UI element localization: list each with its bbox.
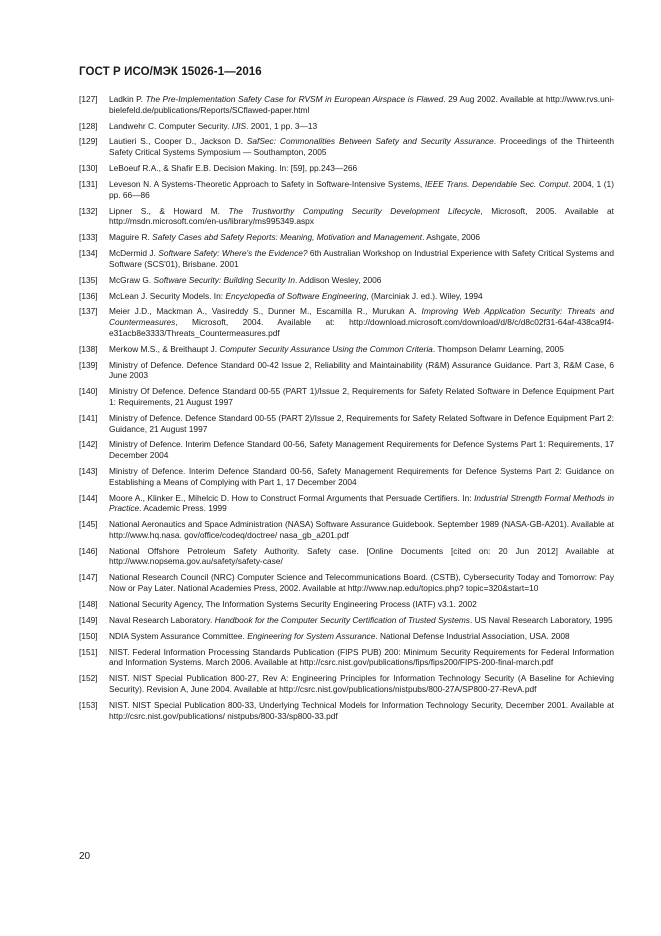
reference-number: [152] [79,673,98,684]
reference-text [109,647,614,668]
reference-number: [143] [79,465,98,476]
reference-title: Engineering for System Assurance [247,630,376,641]
reference-number: [145] [79,519,98,530]
reference-number: [144] [79,492,98,503]
reference-item [79,700,614,721]
reference-text [109,275,614,286]
reference-item [79,121,614,132]
reference-number: [138] [79,343,98,354]
reference-text [109,248,614,269]
reference-fragment: Maguire R. [109,232,153,243]
reference-item [79,546,614,567]
reference-text [109,344,614,355]
reference-title: Software Safety: Where's the Evidence? [158,248,308,259]
reference-item [79,572,614,593]
reference-item [79,386,614,407]
reference-title: IEEE Trans. Dependable Sec. Comput [424,178,569,189]
reference-number: [149] [79,614,98,625]
reference-fragment: . Thompson Delamr Learning, 2005 [432,343,564,354]
reference-number: [139] [79,359,98,370]
reference-fragment: Ministry of Defence. Interim Defence Standard 00-56, Safety Management Requirements for Defence Systems Part 2: Guidance on Establishing a Means of Complying with Part 1, 17 December 2004 [109,465,614,487]
reference-text [109,206,614,227]
reference-fragment: McDermid J. [109,248,159,259]
reference-fragment: National Aeronautics and Space Administration (NASA) Software Assurance Guidebook. September 1989 (NASA-GB-A201). Available at http://www.hq.nasa. gov/office/codeq/doctree/ nasa_gb_a201.pdf [109,519,614,540]
reference-item [79,94,614,115]
reference-fragment: Ministry of Defence. Interim Defence Standard 00-56, Safety Management Requirements for Defence Systems Part 1: Requirements, 17 December 2004 [109,439,614,461]
reference-fragment: , Microsoft, 2005. Available at http://msdn.microsoft.com/en-us/library/ms995349.aspx [109,205,614,227]
reference-number: [150] [79,630,98,641]
reference-number: [147] [79,572,98,583]
reference-fragment: Ladkin P. [109,94,146,104]
reference-number: [130] [79,163,98,174]
reference-fragment: Ministry of Defence. Defence Standard 00-55 (PART 2)/Issue 2, Requirements for Safety Related Software in Defence Equipment Part 2: Guidance, 21 August 1997 [109,412,614,434]
reference-item [79,275,614,286]
reference-text [109,439,614,460]
reference-fragment: 6th Australian Workshop on Industrial Experience with Safety Critical Systems and Software (SCS'01), Brisbane. 2001 [109,248,615,269]
reference-text [109,232,614,243]
reference-number: [131] [79,178,98,189]
reference-title: Safety Cases abd Safety Reports: Meaning, Motivation and Management [152,232,423,243]
reference-text [109,94,614,115]
reference-text [109,413,614,434]
reference-fragment: Naval Research Laboratory. [109,614,215,625]
reference-fragment: . US Naval Research Laboratory, 1995 [469,614,613,625]
reference-title: Industrial Strength Formal Methods in Practice [109,492,614,514]
reference-number: [127] [79,94,98,104]
reference-fragment: McLean J. Security Models. In: [109,290,226,301]
reference-title: Encyclopedia of Software Engineering [225,290,367,301]
reference-number: [133] [79,232,98,243]
reference-text [109,631,614,642]
reference-number: [146] [79,545,98,556]
reference-text [109,519,614,540]
reference-text [109,493,614,514]
reference-title: Computer Security Assurance Using the Common Criteria [219,343,433,354]
reference-item [79,163,614,174]
reference-fragment: Moore A., Klinker E., Mihelcic D. How to Construct Formal Arguments that Persuade Certifiers. In: [109,492,475,503]
reference-fragment: . 2004, 1 (1) pp. 66—86 [109,178,614,200]
reference-fragment: National Security Agency, The Information Systems Security Engineering Process (IATF) v3.1. 2002 [109,598,477,609]
reference-item [79,232,614,243]
reference-title: The Pre-Implementation Safety Case for RVSM in European Airspace is Flawed [145,94,444,104]
reference-text [109,700,614,721]
reference-fragment: Ministry of Defence. Defence Standard 00-42 Issue 2, Reliability and Maintainability (R&M) Assurance Guidance. Part 3, R&M Case, 6 June 2003 [109,359,614,381]
reference-fragment: Merkow M.S., & Breithaupt J. [109,343,220,354]
reference-text [109,599,614,610]
reference-fragment: NIST. NIST Special Publication 800-27, Rev A: Engineering Principles for Information Technology Security (A Baseline for Achieving Security). Revision A, June 2004. Available at http://csrc.nist.gov/publications/nistpubs/800-27A/SP800-27-RevA.pdf [109,673,614,694]
reference-text [109,546,614,567]
reference-item [79,519,614,540]
page-number: 20 [79,851,91,862]
reference-item [79,344,614,355]
reference-number: [148] [79,598,98,609]
reference-number: [128] [79,120,98,131]
reference-fragment: McGraw G. [109,274,154,285]
reference-fragment: Ministry Of Defence. Defence Standard 00-55 (PART 1)/Issue 2, Requirements for Safety Related Software in Defence Equipment Part 1: Requirements, 21 August 1997 [109,386,614,407]
reference-item [79,291,614,302]
reference-item [79,647,614,668]
reference-number: [153] [79,699,98,710]
reference-item [79,599,614,610]
reference-item [79,206,614,227]
reference-text [109,163,614,174]
reference-item [79,306,614,338]
reference-fragment: NDIA System Assurance Committee. [109,630,248,641]
reference-fragment: . Academic Press. 1999 [139,503,227,514]
reference-number: [142] [79,439,98,450]
reference-fragment: NIST. NIST Special Publication 800-33, Underlying Technical Models for Information Technology Security, December 2001. Available at http://csrc.nist.gov/publications/ nistpubs/800-33/sp800-33.pdf [109,699,614,721]
reference-item [79,673,614,694]
reference-number: [140] [79,386,98,397]
reference-title: Software Security: Building Security In [153,274,295,285]
reference-item [79,179,614,200]
reference-title: The Trustworthy Computing Security Development Lifecycle [228,205,481,216]
reference-item [79,493,614,514]
reference-fragment: National Offshore Petroleum Safety Authority. Safety case. [Online Documents [cited on: 20 Jun 2012] Available at http://www.nopsema.gov.au/safety/safety-case/ [109,545,614,567]
document-header: ГОСТ Р ИСО/МЭК 15026-1—2016 [79,66,262,78]
reference-item [79,248,614,269]
reference-fragment: , (Marciniak J. ed.). Wiley, 1994 [366,290,483,301]
reference-fragment: Leveson N. A Systems-Theoretic Approach to Safety in Software-Intensive Systems, [109,178,425,189]
reference-title: IJIS [231,120,247,131]
reference-title: SafSec: Commonalities Between Safety and Security Assurance [246,136,494,147]
reference-fragment: , Microsoft, 2004. Available at: http://download.microsoft.com/download/d/8/c/d8c02f31-64af-438ca9f4-e31acb8e3333/Threats_Countermeasures.pdf [109,317,614,338]
reference-text [109,466,614,487]
reference-text [109,615,614,626]
reference-item [79,413,614,434]
reference-item [79,360,614,381]
reference-item [79,439,614,460]
reference-number: [129] [79,136,98,147]
reference-title: Handbook for the Computer Security Certification of Trusted Systems [214,614,470,625]
reference-text [109,121,614,132]
reference-number: [134] [79,248,98,259]
reference-number: [135] [79,274,98,285]
reference-number: [151] [79,646,98,657]
reference-fragment: Landwehr C. Computer Security. [109,120,232,131]
reference-fragment: . Addison Wesley, 2006 [294,274,382,285]
reference-text [109,306,614,338]
reference-text [109,673,614,694]
reference-text [109,386,614,407]
reference-number: [141] [79,412,98,423]
reference-text [109,136,614,157]
reference-fragment: Meier J.D., Mackman A., Vasireddy S., Dunner M., Escamilla R., Murukan A. [109,306,422,317]
reference-title: Improving Web Application Security: Threats and Countermeasures [109,306,614,328]
reference-number: [132] [79,205,98,216]
reference-text [109,291,614,302]
reference-text [109,572,614,593]
reference-item [79,631,614,642]
reference-list [79,94,614,726]
reference-fragment: National Research Council (NRC) Computer Science and Telecommunications Board. (CSTB), Cybersecurity Today and Tomorrow: Pay Now or Pay Later. National Academies Press, 2002. Available at http://www.nap.edu/topics.php? topic=320&start=10 [109,572,614,594]
reference-fragment: . Proceedings of the Thirteenth Safety Critical Systems Symposium — Southampton, 2005 [109,136,614,158]
reference-fragment: Lipner S., & Howard M. [109,205,229,216]
reference-text [109,179,614,200]
reference-text [109,360,614,381]
reference-fragment: LeBoeuf R.A., & Shafir E.B. Decision Making. In: [59], pp.243—266 [109,163,358,174]
reference-fragment: . 2001, 1 pp. 3—13 [246,120,318,131]
reference-number: [136] [79,290,98,301]
reference-fragment: . 29 Aug 2002. Available at http://www.rvs.uni-bielefeld.de/publications/Reports/SCflawed-paper.html [109,94,614,115]
reference-item [79,615,614,626]
reference-item [79,136,614,157]
reference-fragment: NIST. Federal Information Processing Standards Publication (FIPS PUB) 200: Minimum Security Requirements for Federal Information and Information Systems. March 2006. Available at http://csrc.nist.gov/publications/fips/fips200/FIPS-200-final-march.pdf [109,646,614,668]
reference-fragment: Lautieri S., Cooper D., Jackson D. [109,136,247,147]
reference-fragment: . National Defense Industrial Association, USA. 2008 [375,630,570,641]
reference-fragment: . Ashgate, 2006 [422,232,481,243]
reference-number: [137] [79,306,98,317]
reference-item [79,466,614,487]
